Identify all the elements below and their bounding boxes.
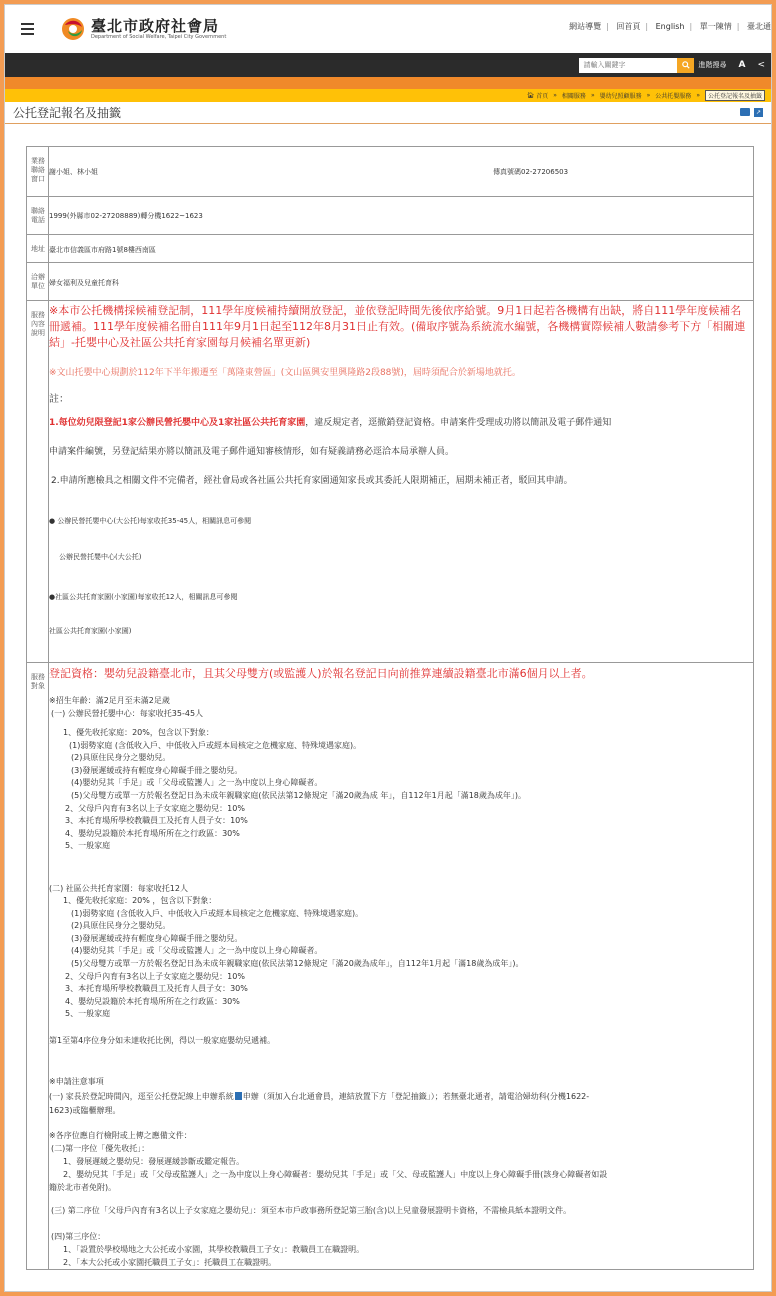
phone-value: 1999(外縣市02-27208889)轉分機1622~1623 [49, 212, 203, 220]
desc-n1-rest: ，違反規定者，逕撤銷登記資格。申請案件受理成功將以簡訊及電子郵件通知 [305, 418, 612, 428]
sec1-item: (3)發展遲緩或持有輕度身心障礙手冊之嬰幼兒。 [71, 765, 243, 775]
logo-emblem-icon [59, 15, 87, 43]
sec1-item: 2、父母戶內育有3名以上子女家庭之嬰幼兒：10% [65, 803, 245, 813]
sec2-item: 5、一般家庭 [65, 1009, 111, 1019]
target-sec2-list [49, 895, 749, 1021]
sec1-item: (4)嬰幼兒其「手足」或「父母或監護人」之一為中度以上身心障礙者。 [71, 778, 323, 788]
orange-band [5, 77, 771, 89]
breadcrumb-infant[interactable]: 嬰幼兒照顧服務 [599, 93, 642, 100]
desc-p2: ※文山托嬰中心規劃於112年下半年搬遷至「萬隆東營區」(文山區興安里興隆路2段88號)，屆時須配合於新場地就托。 [49, 368, 521, 378]
desc-label: 服務內容說明 [27, 301, 49, 663]
sec1-item: 3、本托育場所學校教職員工及托育人員子女：10% [65, 816, 248, 826]
target-age: ※招生年齡：滿2足月至未滿2足歲 [49, 696, 170, 705]
contact-label: 業務聯絡窗口 [27, 147, 49, 197]
docs-3b: 2、「本大公托或小家園托職員工子女」：托職員工在職證明。 [63, 1257, 277, 1267]
desc-n2: 2.申請所應檢具之相關文件不完備者，經社會局或各社區公共托育家園通知家長或其委託人限期補正，屆期未補正者，駁回其申請。 [51, 476, 573, 486]
row-description [27, 301, 754, 663]
document-icon[interactable] [235, 1092, 242, 1100]
home-icon: 🏠︎ [526, 92, 535, 99]
row-address [27, 235, 754, 263]
fax-value: 02-27206503 [521, 168, 569, 176]
search-icon [682, 61, 690, 69]
sec1-item: 5、一般家庭 [65, 841, 111, 851]
sec2-item: (5)父母雙方或單一方於報名登記日為未成年親職家庭(依民法第12條規定「滿20歲為成年」，自112年1月起「滿18歲為成年」)。 [71, 958, 524, 968]
breadcrumb-public-care[interactable]: 公共托嬰服務 [655, 93, 692, 100]
docs-1c: 籍於北市者免附)。 [49, 1182, 117, 1192]
share-icon[interactable]: < [757, 60, 765, 70]
top-links: 網站導覽 | 回首頁 | English | 單一陳情 | 臺北通 [569, 22, 771, 31]
desc-p1: ※本市公托機構採候補登記制，111學年度候補持續開放登記，並依登記時間先後依序給號。9月1日起若各機構有出缺，將自111學年度候補名冊遞補。111學年度候補名冊自111年9月1日起至112年8月31日止有效。(備取序號為系統流水編號，各機構實際候補人數請參考下方「相關連結」-托嬰中心及社區公共托育家園每月候補名單更新) [49, 304, 746, 349]
logo-title: 臺北市政府社會局 [91, 16, 220, 35]
target-fill: 第1至第4序位身分如未達收托比例，得以一般家庭嬰幼兒遞補。 [49, 1035, 276, 1045]
sec2-item: (1)弱勢家庭 (含低收入戶、中低收入戶或經本局核定之危機家庭、特殊境遇家庭)。 [71, 908, 364, 918]
menu-icon[interactable] [11, 5, 43, 53]
notice-1b: 申辦（須加入台北通會員，連結放置下方「登記抽籤」）；若無臺北通者，請電洽婦幼科(分機1622- [242, 1091, 590, 1101]
page-title-row [5, 102, 771, 124]
row-contact [27, 147, 754, 197]
main-content [5, 124, 771, 1270]
target-sec2-title: (二) 社區公共托育家園：每家收托12人 [49, 883, 188, 893]
logo-subtitle: Department of Social Welfare, Taipei City Government [91, 33, 227, 40]
address-value: 臺北市信義區市府路1號8樓西南區 [49, 246, 156, 254]
sec1-item: (1)弱勢家庭 (含低收入戶、中低收入戶或經本局核定之危機家庭、特殊境遇家庭)。 [69, 740, 362, 750]
advanced-search-link[interactable]: 進階搜尋 [698, 61, 727, 69]
link-english[interactable]: English [655, 22, 685, 31]
row-phone [27, 197, 754, 235]
sec2-item: 4、嬰幼兒設籍於本托育場所所在之行政區：30% [65, 996, 240, 1006]
sec2-item: (2)具原住民身分之嬰幼兒。 [71, 921, 171, 931]
site-logo[interactable] [59, 15, 226, 43]
desc-b2: ●社區公共托育家園(小家園)每家收托12人，相關訊息可參閱 [49, 593, 238, 601]
browser-page [4, 4, 772, 1292]
contact-value: 謝小姐、林小姐 [49, 167, 98, 176]
sec2-item: (4)嬰幼兒其「手足」或「父母或監護人」之一為中度以上身心障礙者。 [71, 946, 323, 956]
page-title: 公托登記報名及抽籤 [13, 106, 122, 120]
docs-3a: 1、「設置於學校場地之大公托或小家園，其學校教職員工子女」：教職員工在職證明。 [63, 1244, 365, 1254]
top-header [5, 5, 771, 53]
notice-title: ※申請注意事項 [49, 1076, 104, 1086]
sec1-item: 4、嬰幼兒設籍於本托育場所所在之行政區：30% [65, 828, 240, 838]
desc-b1-link[interactable]: 公辦民營托嬰中心(大公托) [59, 553, 142, 561]
docs-1a: 1、發展遲緩之嬰幼兒：發展遲緩診斷或鑑定報告。 [63, 1156, 245, 1166]
search-input[interactable] [579, 58, 677, 73]
row-unit [27, 263, 754, 301]
sec1-item: (5)父母雙方或單一方於報名登記日為未成年親職家庭(依民法第12條規定「滿20歲為成 年」，自112年1月起「滿18歲為成年」)。 [71, 790, 527, 800]
sec1-item: (2)具原住民身分之嬰幼兒。 [71, 753, 171, 763]
sec2-item: 2、父母戶內育有3名以上子女家庭之嬰幼兒：10% [65, 971, 245, 981]
link-taipeipass[interactable]: 臺北通 [747, 22, 771, 31]
desc-b2-link[interactable]: 社區公共托育家園(小家園) [49, 627, 132, 635]
target-label: 服務對象 [27, 663, 49, 1270]
search-bar [5, 53, 771, 77]
unit-value: 婦女福利及兒童托育科 [49, 279, 119, 287]
link-home[interactable]: 回首頁 [616, 22, 641, 31]
sec2-item: 3、本托育場所學校教職員工及托育人員子女：30% [65, 984, 248, 994]
sec2-item: (3)發展遲緩或持有輕度身心障礙手冊之嬰幼兒。 [71, 933, 243, 943]
target-sec1-list [49, 727, 749, 853]
sec1-item: 1、優先收托家庭：20%，包含以下對象： [63, 728, 214, 737]
breadcrumb: 🏠︎ 首頁 » 相關服務 » 嬰幼兒照顧服務 » 公共托嬰服務 » 公托登記報名及抽籤 [5, 89, 771, 102]
notice-1c: 1623)或臨櫃辦理。 [49, 1105, 121, 1115]
target-sec1-title: (一) 公辦民營托嬰中心：每家收托35-45人 [51, 709, 204, 718]
address-label: 地址 [27, 235, 49, 263]
docs-title: ※各序位應自行檢附或上傳之應備文件： [49, 1130, 192, 1140]
link-sitemap[interactable]: 網站導覽 [569, 22, 602, 31]
desc-n1-line2: 申請案件編號，另登記結果亦將以簡訊及電子郵件通知審核情形，如有疑義請務必逕洽本局承辦人員。 [49, 447, 455, 457]
print-icon[interactable] [740, 108, 750, 116]
docs-3: (四)第三序位： [51, 1231, 106, 1241]
link-petition[interactable]: 單一陳情 [699, 22, 732, 31]
notice-1a: (一) 家長於登記時間內，逕至公托登記線上申辦系統 [49, 1091, 234, 1101]
desc-n1-bold: 1.每位幼兒限登記1家公辦民營托嬰中心及1家社區公共托育家園 [49, 418, 306, 428]
export-icon[interactable]: ↗ [755, 109, 762, 116]
breadcrumb-home[interactable]: 首頁 [536, 93, 549, 100]
desc-b1: ● 公辦民營托嬰中心(大公托)每家收托35-45人，相關訊息可參閱 [49, 517, 252, 525]
fax-label: 傳真號碼 [493, 168, 521, 176]
font-size-button[interactable]: A [738, 60, 746, 70]
docs-1b: 2、嬰幼兒其「手足」或「父母或監護人」之一為中度以上身心障礙者：嬰幼兒其「手足」或「父、母或監護人」中度以上身心障礙手冊(該身心障礙者如設 [63, 1169, 608, 1179]
search-button[interactable] [677, 58, 694, 73]
breadcrumb-current: 公托登記報名及抽籤 [705, 90, 765, 101]
docs-1: (二)第一序位「優先收托」： [51, 1143, 150, 1153]
breadcrumb-services[interactable]: 相關服務 [561, 93, 586, 100]
phone-label: 聯絡電話 [27, 197, 49, 235]
desc-note: 註： [49, 394, 69, 405]
sec2-item: 1、優先收托家庭：20% ，包含以下對象： [63, 895, 217, 905]
info-table [26, 146, 754, 1270]
unit-label: 洽辦單位 [27, 263, 49, 301]
target-headline: 登記資格：嬰幼兒設籍臺北市，且其父母雙方(或監護人)於報名登記日向前推算連續設籍臺北市滿6個月以上者。 [49, 667, 593, 680]
docs-2: (三) 第二序位「父母戶內育有3名以上子女家庭之嬰幼兒」：須至本市戶政事務所登記第三胎(含)以上兒童發展證明卡資格，不需檢具紙本證明文件。 [51, 1205, 572, 1215]
row-target [27, 663, 754, 1270]
